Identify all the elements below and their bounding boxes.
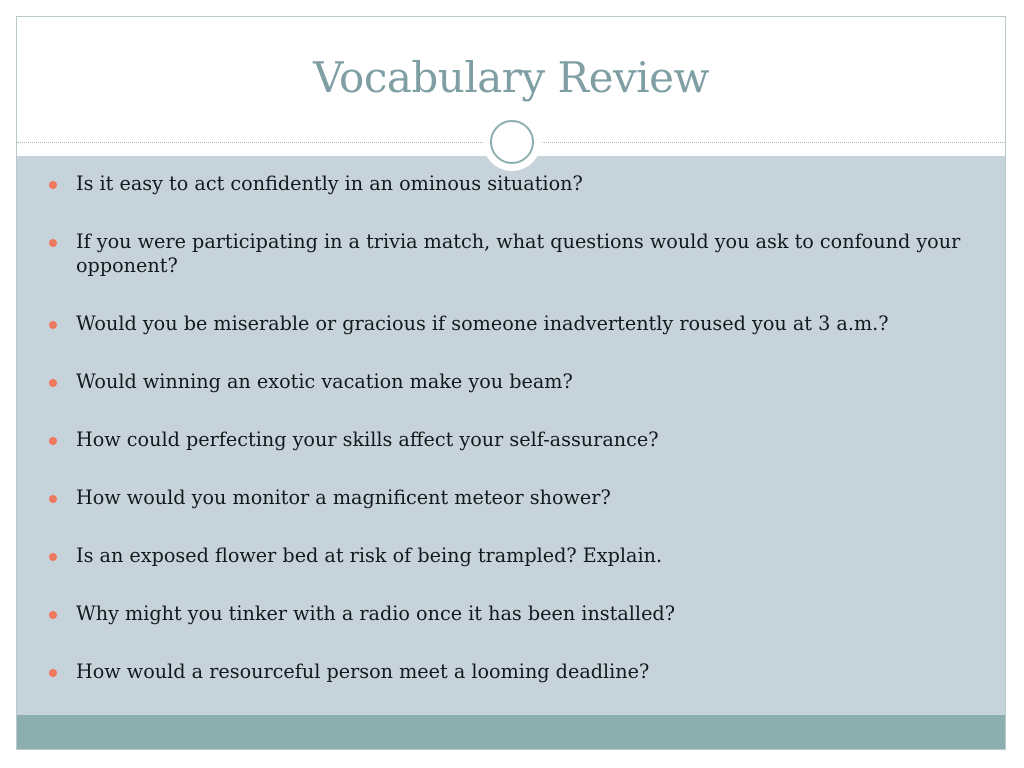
circle-ornament-icon bbox=[483, 113, 541, 171]
bullet-dot-icon bbox=[49, 239, 57, 247]
bullet-item bbox=[47, 172, 965, 196]
bullet-text: Why might you tinker with a radio once it has been installed? bbox=[76, 602, 675, 625]
bullet-text: Is it easy to act confidently in an ominous situation? bbox=[76, 172, 583, 195]
footer-band bbox=[17, 715, 1005, 749]
bullet-dot-icon bbox=[49, 611, 57, 619]
bullet-text: If you were participating in a trivia match, what questions would you ask to confound your opponent? bbox=[76, 230, 961, 277]
content-area bbox=[17, 156, 1005, 716]
bullet-dot-icon bbox=[49, 553, 57, 561]
bullet-item bbox=[47, 230, 965, 278]
bullet-dot-icon bbox=[49, 379, 57, 387]
bullet-item bbox=[47, 428, 965, 452]
bullet-item bbox=[47, 602, 965, 626]
bullet-text: Would you be miserable or gracious if someone inadvertently roused you at 3 a.m.? bbox=[76, 312, 889, 335]
slide-title: Vocabulary Review bbox=[313, 53, 709, 102]
bullet-item bbox=[47, 486, 965, 510]
bullet-item bbox=[47, 544, 965, 568]
bullet-dot-icon bbox=[49, 495, 57, 503]
slide bbox=[16, 16, 1006, 750]
bullet-item bbox=[47, 312, 965, 336]
bullet-item bbox=[47, 660, 965, 684]
bullet-text: Would winning an exotic vacation make you beam? bbox=[76, 370, 573, 393]
bullet-dot-icon bbox=[49, 669, 57, 677]
bullet-list bbox=[47, 172, 965, 718]
bullet-dot-icon bbox=[49, 437, 57, 445]
bullet-dot-icon bbox=[49, 181, 57, 189]
circle-ring bbox=[490, 120, 534, 164]
bullet-text: Is an exposed flower bed at risk of being trampled? Explain. bbox=[76, 544, 663, 567]
bullet-item bbox=[47, 370, 965, 394]
bullet-text: How would you monitor a magnificent meteor shower? bbox=[76, 486, 611, 509]
bullet-text: How would a resourceful person meet a looming deadline? bbox=[76, 660, 650, 683]
bullet-dot-icon bbox=[49, 321, 57, 329]
bullet-text: How could perfecting your skills affect your self-assurance? bbox=[76, 428, 659, 451]
